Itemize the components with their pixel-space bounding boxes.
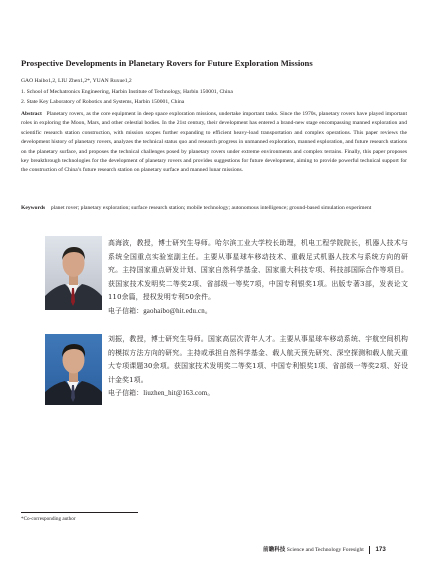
keywords-paragraph bbox=[21, 204, 407, 213]
author-bio-liu-zhen bbox=[108, 333, 408, 401]
email-address[interactable]: gaohaibo@hit.edu.cn bbox=[143, 307, 205, 315]
email-label: 电子信箱： bbox=[108, 389, 144, 398]
journal-name-en: Science and Technology Foresight bbox=[286, 547, 364, 553]
keywords-text: planet rover; planetary exploration; surface research station; mobile technology; autonomous intelligence; ground-based simulation experiment bbox=[50, 205, 372, 211]
abstract-text: Planetary rovers, as the core equipment in deep space exploration missions, undertake important tasks. Since the 1970s, planetary rovers have played important roles in exploring the Moon, Mars, and other celestial bodies. In the 21st century, their development has entered a brand-new stage encompassing manned exploration and scientific research station construction, with mission scopes further expanding to efficient heavy-load transportation and complex operations. This paper reviews the development history of planetary rovers, analyzes the technical status quo and research progress in unmanned exploration, manned exploration, and future research stations on the planetary surface, and proposes the technical challenges posed by planetary rovers under extreme environments and complex terrains. Finally, this paper proposes key breakthrough technologies for the development of planetary rovers and provides suggestions for future development, aiming to provide powerful technical support for the construction of China’s future research station on planetary surface and manned lunar missions. bbox=[21, 111, 407, 174]
bio-text: 高海波，教授，博士研究生导师。哈尔滨工业大学校长助理，机电工程学院院长，机器人技术与系统全国重点实验室副主任。主要从事星球车移动技术、重载足式机器人技术与系统方向的研究。主持国家重点研发计划、国家自然科学基金、国家重大科技专项、科技部国际合作等项目。获国家技术发明奖二等奖2项、省部级一等奖7项，中国专利银奖1项。出版专著3部，发表论文110余篇，授权发明专利50余件。 bbox=[108, 239, 408, 302]
author-list: GAO Haibo1,2, LIU Zhen1,2*, YUAN Ruxue1,2 bbox=[21, 78, 132, 84]
abstract-paragraph bbox=[21, 110, 407, 176]
author-bio-gao-haibo bbox=[108, 237, 408, 319]
journal-name-cn: 前瞻科技 bbox=[263, 547, 286, 553]
keywords-label: Keywords bbox=[21, 205, 46, 211]
email-end: 。 bbox=[207, 389, 215, 398]
email-address[interactable]: liuzhen_hit@163.com bbox=[143, 390, 208, 398]
footnote-divider bbox=[21, 512, 138, 513]
paper-title: Prospective Developments in Planetary Rovers for Future Exploration Missions bbox=[21, 58, 313, 68]
page-footer bbox=[263, 545, 386, 554]
author-photo-liu-zhen bbox=[45, 334, 102, 405]
email-end: 。 bbox=[204, 306, 212, 315]
affiliation-1: 1. School of Mechatronics Engineering, Harbin Institute of Technology, Harbin 150001, China bbox=[21, 89, 233, 95]
author-photo-gao-haibo bbox=[45, 236, 102, 310]
bio-text: 刘振，教授，博士研究生导师。国家高层次青年人才。主要从事星球车移动系统、宇航空间机构的模拟方法方向的研究。主持或承担自然科学基金、载人航天预先研究、深空探测和载人航天重大专项课题30余项。获国家技术发明奖二等奖1项、中国专利银奖1项、省部级一等奖2项、好设计金奖1项。 bbox=[108, 335, 408, 384]
page-number: 173 bbox=[375, 546, 386, 553]
footnote: *Co-corresponding author bbox=[21, 516, 76, 522]
email-label: 电子信箱： bbox=[108, 306, 144, 315]
footer-separator bbox=[369, 546, 370, 554]
abstract-label: Abstract bbox=[21, 111, 42, 117]
affiliation-2: 2. State Key Laboratory of Robotics and Systems, Harbin 150001, China bbox=[21, 99, 185, 105]
